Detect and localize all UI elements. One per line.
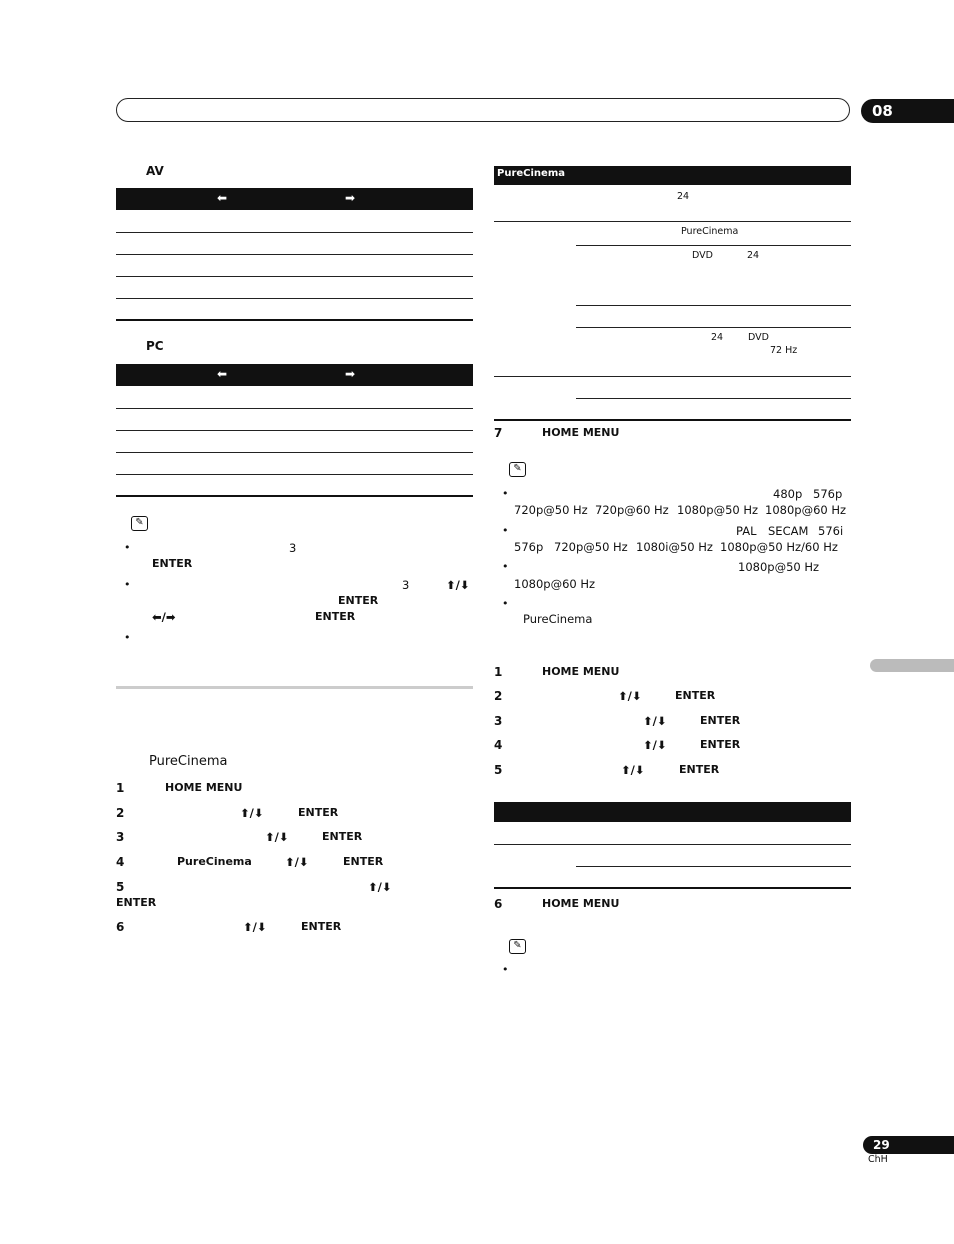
table-cell: DVD (692, 250, 713, 261)
resolution-label: 1080p@50 Hz (677, 503, 759, 517)
bullet: • (502, 524, 509, 537)
resolution-label: 1080p@60 Hz (765, 503, 847, 517)
table-row-divider (576, 305, 851, 306)
step-number: 6 (494, 897, 503, 911)
step-number: 4 (494, 738, 503, 752)
enter-key-label: ENTER (301, 920, 342, 933)
resolution-label: 720p@50 Hz (514, 503, 588, 517)
table-row-divider (576, 245, 851, 246)
settings-table-header (494, 802, 851, 822)
language-code: ChH (868, 1154, 888, 1165)
bullet: • (124, 541, 131, 554)
side-index-tab (870, 659, 954, 672)
note-icon: ✎ (509, 939, 526, 954)
av-row-divider (116, 232, 473, 233)
enter-key-label: ENTER (338, 594, 379, 607)
arrow-left-icon: ⬅ (217, 191, 228, 205)
enter-key-label: ENTER (116, 896, 157, 909)
updown-arrow-icon: ⬆/⬇ (285, 855, 309, 869)
enter-key-label: ENTER (675, 689, 716, 702)
pc-row-divider (116, 474, 473, 475)
table-end (494, 887, 851, 889)
purecinema-label: PureCinema (523, 612, 593, 626)
leftright-arrow-icon: ⬅/➡ (152, 610, 176, 624)
bullet: • (502, 597, 509, 610)
table-cell: PureCinema (681, 226, 739, 237)
format-label: 1080i@50 Hz (636, 540, 713, 554)
table-cell: 24 (747, 250, 760, 261)
note-number: 3 (289, 541, 297, 555)
bullet: • (502, 560, 509, 573)
updown-arrow-icon: ⬆/⬇ (240, 806, 264, 820)
bullet: • (502, 487, 509, 500)
format-label: PAL (736, 524, 757, 538)
table-row-divider (494, 376, 851, 377)
arrow-right-icon: ➡ (345, 191, 356, 205)
note-number: 3 (402, 578, 410, 592)
pc-row-divider (116, 430, 473, 431)
step-number: 5 (494, 763, 503, 777)
step-number: 1 (116, 781, 125, 795)
step-number: 2 (116, 806, 125, 820)
purecinema-label: PureCinema (177, 855, 252, 868)
step-number: 5 (116, 880, 125, 894)
arrow-right-icon: ➡ (345, 367, 356, 381)
enter-key-label: ENTER (700, 714, 741, 727)
table-row-divider (576, 866, 851, 867)
table-cell: 24 (711, 332, 724, 343)
page-number: 29 (873, 1138, 890, 1152)
pc-row-divider (116, 408, 473, 409)
bullet: • (502, 963, 509, 976)
table-row-divider (576, 327, 851, 328)
enter-key-label: ENTER (322, 830, 363, 843)
pc-row-divider (116, 452, 473, 453)
pc-table-header (116, 364, 473, 386)
note-icon: ✎ (131, 516, 148, 531)
chapter-tab (861, 99, 954, 123)
av-row-divider (116, 254, 473, 255)
purecinema-table-title: PureCinema (497, 168, 565, 179)
step-number: 6 (116, 920, 125, 934)
home-menu-label: HOME MENU (542, 665, 620, 678)
home-menu-label: HOME MENU (542, 426, 620, 439)
updown-arrow-icon: ⬆/⬇ (618, 689, 642, 703)
updown-arrow-icon: ⬆/⬇ (446, 578, 470, 592)
pc-table-end (116, 495, 473, 497)
page-number-tab (863, 1136, 954, 1154)
table-cell: DVD (748, 332, 769, 343)
enter-key-label: ENTER (298, 806, 339, 819)
home-menu-label: HOME MENU (165, 781, 243, 794)
updown-arrow-icon: ⬆/⬇ (368, 880, 392, 894)
header-bar (116, 98, 850, 122)
home-menu-label: HOME MENU (542, 897, 620, 910)
enter-key-label: ENTER (343, 855, 384, 868)
enter-key-label: ENTER (700, 738, 741, 751)
table-cell: 72 Hz (770, 345, 798, 356)
format-label: 720p@50 Hz (554, 540, 628, 554)
format-label: 576p (514, 540, 544, 554)
av-table-end (116, 319, 473, 321)
updown-arrow-icon: ⬆/⬇ (265, 830, 289, 844)
step-number: 2 (494, 689, 503, 703)
av-table-header (116, 188, 473, 210)
table-row-divider (576, 398, 851, 399)
av-label: AV (146, 164, 164, 178)
step-number: 1 (494, 665, 503, 679)
step-number: 3 (116, 830, 125, 844)
section-divider (116, 686, 473, 689)
resolution-label: 720p@60 Hz (595, 503, 669, 517)
arrow-left-icon: ⬅ (217, 367, 228, 381)
format-label: 1080p@50 Hz/60 Hz (720, 540, 838, 554)
av-row-divider (116, 276, 473, 277)
step-number: 3 (494, 714, 503, 728)
format-label: SECAM (768, 524, 809, 538)
updown-arrow-icon: ⬆/⬇ (243, 920, 267, 934)
updown-arrow-icon: ⬆/⬇ (643, 738, 667, 752)
enter-key-label: ENTER (315, 610, 356, 623)
step-number: 7 (494, 426, 503, 440)
table-row-divider (494, 221, 851, 222)
resolution-label: 1080p@50 Hz (738, 560, 820, 574)
bullet: • (124, 578, 131, 591)
chapter-number: 08 (872, 102, 893, 120)
format-label: 576i (818, 524, 844, 538)
step-number: 4 (116, 855, 125, 869)
table-row-divider (494, 844, 851, 845)
table-cell: 24 (677, 191, 690, 202)
note-icon: ✎ (509, 462, 526, 477)
pc-label: PC (146, 339, 164, 353)
enter-key-label: ENTER (679, 763, 720, 776)
updown-arrow-icon: ⬆/⬇ (621, 763, 645, 777)
resolution-label: 576p (813, 487, 843, 501)
updown-arrow-icon: ⬆/⬇ (643, 714, 667, 728)
av-row-divider (116, 298, 473, 299)
bullet: • (124, 631, 131, 644)
table-end (494, 419, 851, 421)
enter-key-label: ENTER (152, 557, 193, 570)
purecinema-table-header (494, 166, 851, 185)
purecinema-heading: PureCinema (149, 754, 228, 769)
resolution-label: 480p (773, 487, 803, 501)
resolution-label: 1080p@60 Hz (514, 577, 596, 591)
